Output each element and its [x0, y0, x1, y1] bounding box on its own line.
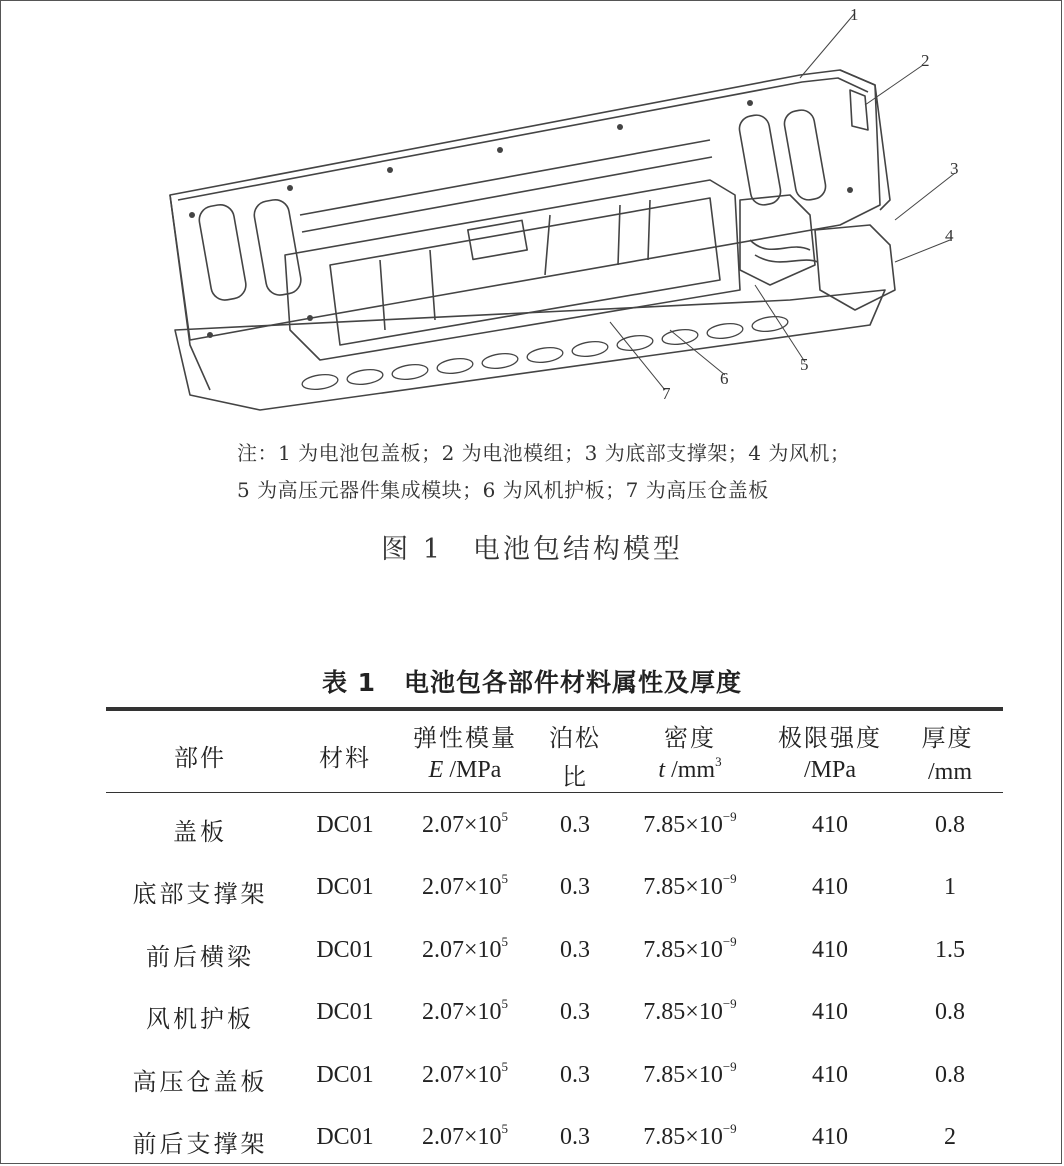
table-title-text: 电池包各部件材料属性及厚度 [404, 668, 743, 697]
cell-poisson-value: 0.3 [560, 999, 590, 1025]
cell-part [110, 937, 290, 972]
header-density-unit [630, 754, 750, 784]
battery-pack-drawing [150, 0, 970, 420]
header-part: 部件 [174, 744, 226, 772]
header-strength: 极限强度 [778, 724, 882, 752]
cell-density [620, 809, 760, 839]
cell-strength [765, 812, 895, 839]
cell-part [110, 812, 290, 847]
figure-caption-text: 电池包结构模型 [472, 534, 683, 565]
cell-strength-value: 410 [812, 1062, 848, 1088]
cell-density [620, 934, 760, 964]
callout-6: 6 [720, 369, 729, 388]
header-thickness-unit: /mm [927, 759, 972, 785]
cell-material [300, 1124, 390, 1151]
cell-modulus-exponent: 5 [501, 809, 509, 824]
cell-poisson [540, 812, 610, 839]
cell-part-value: 高压仓盖板 [132, 1068, 268, 1096]
cell-density-value: 7.85×10 [643, 1124, 723, 1150]
cell-part-value: 底部支撑架 [132, 880, 268, 908]
cell-poisson [540, 937, 610, 964]
cell-poisson-value: 0.3 [560, 812, 590, 838]
cell-density-exponent: −9 [722, 871, 737, 886]
cell-modulus-value: 2.07×10 [421, 874, 502, 900]
cell-poisson-value: 0.3 [560, 1124, 590, 1150]
cell-thickness-value: 1.5 [935, 937, 965, 963]
cell-poisson-value: 0.3 [560, 874, 590, 900]
cell-part-value: 盖板 [173, 818, 227, 846]
cell-part-value: 前后支撑架 [132, 1130, 268, 1158]
cell-modulus-exponent: 5 [501, 934, 509, 949]
cell-strength [765, 1124, 895, 1151]
callout-2: 2 [921, 51, 930, 70]
cell-thickness-value: 0.8 [935, 1062, 965, 1088]
cell-strength-value: 410 [812, 937, 848, 963]
cell-material [300, 999, 390, 1026]
cell-strength-value: 410 [812, 874, 848, 900]
header-density: 密度 [664, 724, 716, 752]
cell-strength [765, 937, 895, 964]
cell-strength [765, 1062, 895, 1089]
header-poisson: 泊松 [549, 724, 601, 752]
cell-thickness [905, 1124, 995, 1151]
cell-material [300, 1062, 390, 1089]
cell-part [110, 999, 290, 1034]
cell-modulus-exponent: 5 [501, 871, 509, 886]
cell-modulus [400, 871, 530, 901]
cell-density-exponent: −9 [722, 934, 737, 949]
figure-note-line-1: 注：1 为电池包盖板；2 为电池模组；3 为底部支撑架；4 为风机； [237, 441, 851, 465]
cell-density [620, 1121, 760, 1151]
cell-material [300, 874, 390, 901]
cell-density [620, 996, 760, 1026]
cell-modulus-exponent: 5 [501, 1121, 509, 1136]
header-thickness: 厚度 [921, 724, 974, 752]
callout-5: 5 [800, 355, 809, 374]
table-top-rule [106, 707, 1003, 711]
cell-modulus [400, 1059, 530, 1089]
cell-thickness-value: 1 [944, 874, 956, 900]
cell-density [620, 871, 760, 901]
cell-modulus-value: 2.07×10 [421, 1062, 502, 1088]
cell-part-value: 前后横梁 [146, 943, 254, 971]
cell-thickness [905, 1062, 995, 1089]
cell-poisson [540, 999, 610, 1026]
cell-part-value: 风机护板 [146, 1005, 254, 1033]
figure-caption [0, 527, 1064, 566]
table-header-rule [106, 792, 1003, 793]
cell-poisson [540, 1124, 610, 1151]
cell-density-exponent: −9 [722, 1059, 737, 1074]
table-title [0, 663, 1064, 699]
cell-thickness [905, 937, 995, 964]
cell-density [620, 1059, 760, 1089]
header-material: 材料 [319, 744, 371, 772]
header-modulus: 弹性模量 [413, 724, 517, 752]
cell-poisson-value: 0.3 [560, 1062, 590, 1088]
cell-poisson [540, 1062, 610, 1089]
cell-poisson [540, 874, 610, 901]
density-unit-exp: 3 [715, 754, 722, 769]
cell-modulus [400, 996, 530, 1026]
cell-modulus [400, 1121, 530, 1151]
cell-part [110, 874, 290, 909]
cell-material-value: DC01 [316, 937, 374, 963]
cell-thickness [905, 874, 995, 901]
cell-thickness-value: 0.8 [935, 999, 965, 1025]
callout-4: 4 [945, 226, 954, 245]
cell-material-value: DC01 [316, 812, 374, 838]
cell-strength [765, 874, 895, 901]
cell-thickness [905, 999, 995, 1026]
cell-modulus-value: 2.07×10 [421, 937, 502, 963]
cell-strength-value: 410 [812, 812, 848, 838]
cell-part [110, 1062, 290, 1097]
cell-strength-value: 410 [812, 999, 848, 1025]
cell-density-value: 7.85×10 [643, 874, 723, 900]
callout-1: 1 [850, 5, 859, 24]
cell-modulus [400, 809, 530, 839]
cell-material-value: DC01 [316, 999, 374, 1025]
cell-modulus-value: 2.07×10 [421, 999, 502, 1025]
density-symbol: t [658, 757, 666, 783]
cell-density-exponent: −9 [722, 1121, 737, 1136]
cell-part [110, 1124, 290, 1159]
header-modulus-unit [400, 757, 530, 784]
table-title-label: 表 1 [321, 668, 377, 697]
cell-density-value: 7.85×10 [643, 1062, 723, 1088]
cell-density-value: 7.85×10 [643, 999, 723, 1025]
modulus-unit: /MPa [449, 757, 502, 783]
figure-note-line-2: 5 为高压元器件集成模块；6 为风机护板；7 为高压仓盖板 [237, 478, 769, 502]
cell-modulus-exponent: 5 [501, 1059, 509, 1074]
cell-strength [765, 999, 895, 1026]
cell-material-value: DC01 [316, 1062, 374, 1088]
cell-material-value: DC01 [316, 874, 374, 900]
cell-modulus-value: 2.07×10 [421, 812, 502, 838]
cell-density-value: 7.85×10 [643, 812, 723, 838]
cell-thickness-value: 2 [944, 1124, 956, 1150]
figure-caption-label: 图 1 [381, 534, 443, 565]
cell-poisson-value: 0.3 [560, 937, 590, 963]
cell-material-value: DC01 [316, 1124, 374, 1150]
header-poisson-2: 比 [562, 763, 588, 791]
cell-density-exponent: −9 [722, 809, 737, 824]
cell-modulus [400, 934, 530, 964]
cell-modulus-value: 2.07×10 [421, 1124, 502, 1150]
density-unit: /mm [671, 757, 716, 783]
modulus-symbol: E [428, 757, 444, 783]
cell-density-exponent: −9 [722, 996, 737, 1011]
callout-3: 3 [950, 159, 959, 178]
cell-density-value: 7.85×10 [643, 937, 723, 963]
callout-7: 7 [662, 384, 671, 403]
cell-material [300, 812, 390, 839]
header-strength-unit: /MPa [803, 757, 856, 783]
cell-material [300, 937, 390, 964]
cell-strength-value: 410 [812, 1124, 848, 1150]
cell-modulus-exponent: 5 [501, 996, 509, 1011]
cell-thickness [905, 812, 995, 839]
cell-thickness-value: 0.8 [935, 812, 965, 838]
